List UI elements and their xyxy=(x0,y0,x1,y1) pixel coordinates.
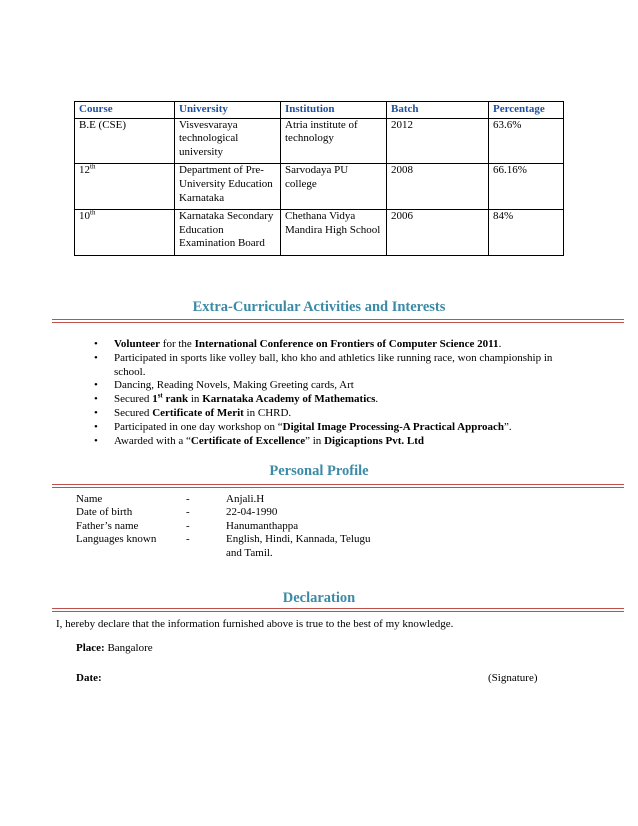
cell-course xyxy=(75,210,175,256)
education-table xyxy=(74,101,564,256)
conference-name: International Conference on Frontiers of Computer Science 2011 xyxy=(194,338,499,350)
course-number: 10 xyxy=(79,210,90,223)
table-row xyxy=(75,118,564,164)
rank-pre: Secured xyxy=(114,393,153,406)
activities-heading: Extra-Curricular Activities and Interests xyxy=(192,299,446,315)
volunteer-bold: Volunteer xyxy=(114,338,161,350)
course-suffix: th xyxy=(90,162,96,171)
date-line xyxy=(76,672,102,684)
activities-list xyxy=(94,338,569,448)
profile-value: Anjali.H xyxy=(226,493,265,505)
academy-name: Karnataka Academy of Mathematics xyxy=(202,393,376,406)
award-mid: ” in xyxy=(305,434,325,447)
cell-university: Visvesvaraya technological university xyxy=(175,118,281,164)
profile-value: Hanumanthappa xyxy=(226,519,299,532)
cell-percentage: 63.6% xyxy=(489,118,564,164)
profile-row xyxy=(76,520,476,533)
profile-table xyxy=(76,493,476,560)
workshop-pre: Participated in one day workshop on “ xyxy=(114,420,283,433)
cell-university: Department of Pre-University Education Karnataka xyxy=(175,164,281,210)
cell-course xyxy=(75,164,175,210)
award-name: Certificate of Excellence xyxy=(190,434,306,447)
workshop-end: ”. xyxy=(504,420,512,433)
profile-row xyxy=(76,493,476,506)
header-course: Course xyxy=(75,102,175,119)
place-label: Place: xyxy=(76,642,105,654)
volunteer-end: . xyxy=(498,338,502,350)
cert-pre: Secured xyxy=(114,406,153,419)
table-row xyxy=(75,210,564,256)
list-item xyxy=(94,407,569,421)
cell-course: B.E (CSE) xyxy=(75,118,175,164)
profile-separator: - xyxy=(186,506,190,519)
award-pre: Awarded with a “ xyxy=(114,434,191,447)
list-item xyxy=(94,338,569,352)
declaration-divider xyxy=(52,608,624,612)
rank-end: . xyxy=(375,393,379,406)
rank-bold xyxy=(152,393,188,405)
profile-label: Date of birth xyxy=(76,506,133,519)
place-value: Bangalore xyxy=(104,642,153,654)
list-item: • Participated in sports like volley ball, kho kho and athletics like running race, won championship in school. xyxy=(94,352,569,380)
profile-value: 22-04-1990 xyxy=(226,506,278,519)
workshop-name: Digital Image Processing-A Practical Approach xyxy=(282,420,505,433)
cell-percentage: 66.16% xyxy=(489,164,564,210)
date-label: Date: xyxy=(76,672,102,684)
cell-institution: Chethana Vidya Mandira High School xyxy=(281,210,387,256)
declaration-text: I, hereby declare that the information furnished above is true to the best of my knowledge. xyxy=(56,618,454,630)
cell-institution: Sarvodaya PU college xyxy=(281,164,387,210)
profile-separator: - xyxy=(186,533,190,546)
cell-batch: 2008 xyxy=(387,164,489,210)
header-institution: Institution xyxy=(281,102,387,119)
cell-university: Karnataka Secondary Education Examination Board xyxy=(175,210,281,256)
profile-label: Name xyxy=(76,493,103,505)
cert-name: Certificate of Merit xyxy=(152,406,244,419)
cell-batch: 2006 xyxy=(387,210,489,256)
course-number: 12 xyxy=(79,164,90,177)
cell-batch: 2012 xyxy=(387,118,489,164)
header-university: University xyxy=(175,102,281,119)
profile-row xyxy=(76,533,476,560)
profile-label: Languages known xyxy=(76,533,157,546)
cell-percentage: 84% xyxy=(489,210,564,256)
profile-separator: - xyxy=(186,519,190,532)
header-batch: Batch xyxy=(387,102,489,119)
table-header-row xyxy=(75,102,564,119)
course-suffix: th xyxy=(90,208,96,217)
rank-number: 1 xyxy=(152,393,158,406)
volunteer-text: for the xyxy=(160,338,195,350)
profile-value: English, Hindi, Kannada, Telugu and Tamil. xyxy=(226,533,371,559)
rank-word: rank xyxy=(162,393,189,406)
cell-institution: Atria institute of technology xyxy=(281,118,387,164)
place-line xyxy=(76,642,153,654)
table-row xyxy=(75,164,564,210)
list-item xyxy=(94,393,569,407)
profile-separator: - xyxy=(186,493,190,505)
rank-suffix: st xyxy=(157,391,163,400)
declaration-heading: Declaration xyxy=(282,590,356,606)
header-percentage: Percentage xyxy=(489,102,564,119)
activities-divider xyxy=(52,319,624,323)
signature-label: (Signature) xyxy=(488,672,538,684)
profile-divider xyxy=(52,484,624,488)
list-item xyxy=(94,421,569,435)
cert-end: in CHRD. xyxy=(243,406,292,419)
list-item xyxy=(94,435,569,449)
profile-heading: Personal Profile xyxy=(269,463,369,479)
award-org: Digicaptions Pvt. Ltd xyxy=(324,434,424,447)
rank-mid: in xyxy=(188,393,203,406)
profile-row xyxy=(76,506,476,519)
profile-label: Father’s name xyxy=(76,519,139,532)
list-item: • Dancing, Reading Novels, Making Greeting cards, Art xyxy=(94,379,569,393)
